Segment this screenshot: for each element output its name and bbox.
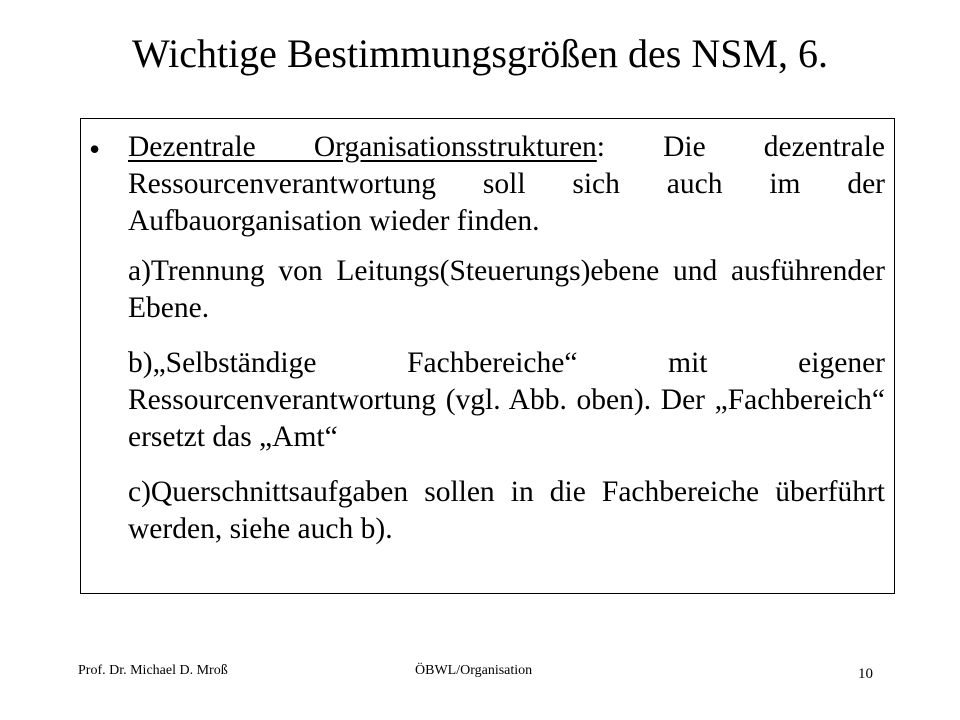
heading-term: Dezentrale Organisationsstrukturen <box>128 131 597 163</box>
footer-author: Prof. Dr. Michael D. Mroß <box>78 663 228 678</box>
page-number: 10 <box>858 666 873 682</box>
bullet-marker: • <box>89 131 101 167</box>
content-box <box>80 118 895 594</box>
slide-title: Wichtige Bestimmungsgrößen des NSM, 6. <box>131 31 829 76</box>
item-c: c)Querschnittsaufgaben sollen in die Fachbereiche überführt werden, siehe auch b). <box>128 476 885 545</box>
item-b: b)„Selbständige Fachbereiche“ mit eigener Ressourcenverantwortung (vgl. Abb. oben). Der „Fachbereich“ ersetzt das „Amt“ <box>128 347 885 453</box>
item-a: a)Trennung von Leitungs(Steuerungs)ebene und ausführender Ebene. <box>128 255 885 324</box>
bullet-paragraph <box>128 129 885 240</box>
footer-course: ÖBWL/Organisation <box>415 663 533 678</box>
heading-description: : Die dezentrale Ressourcenverantwortung soll sich auch im der Aufbauorganisation wieder finden. <box>128 131 885 237</box>
